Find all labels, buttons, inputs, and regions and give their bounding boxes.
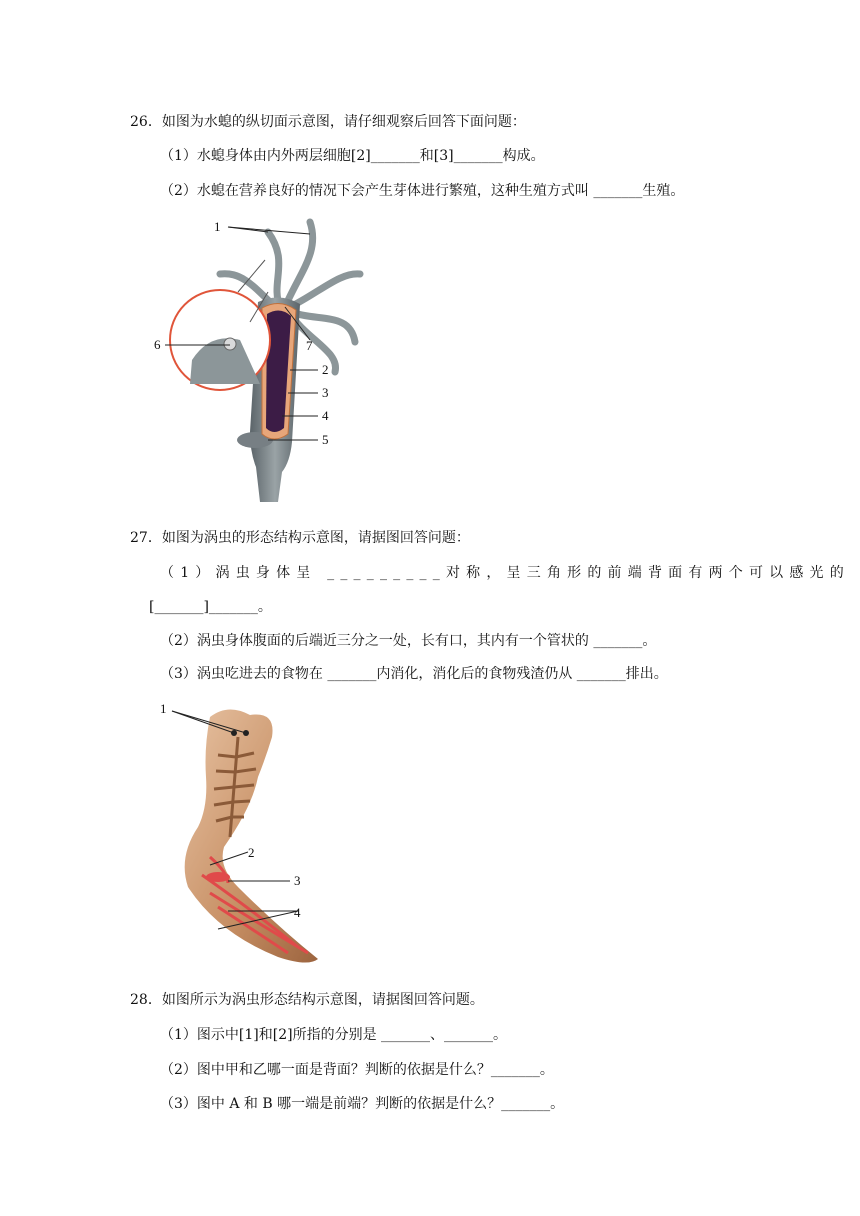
q27-part-2: （2）涡虫身体腹面的后端近三分之一处，长有口，其内有一个管状的 _______。: [160, 633, 657, 649]
planarian-label-4: 4: [294, 905, 301, 920]
q27-part-1a: （1）涡虫身体呈 _________对称，呈三角形的前端背面有两个可以感光的: [160, 565, 850, 581]
q26-part-2: （2）水螅在营养良好的情况下会产生芽体进行繁殖，这种生殖方式叫 _______生殖。: [160, 183, 685, 199]
planarian-label-3: 3: [294, 873, 301, 888]
hydra-label-3: 3: [322, 385, 329, 400]
hydra-label-6: 6: [154, 337, 161, 352]
planarian-diagram: [158, 697, 358, 977]
hydra-label-2: 2: [322, 362, 329, 377]
hydra-label-7: 7: [306, 338, 313, 353]
q26-part-1: （1）水螅身体由内外两层细胞[2]_______和[3]_______构成。: [160, 148, 545, 164]
hydra-diagram: [150, 212, 380, 507]
q28-title: 28．如图所示为涡虫形态结构示意图，请据图回答问题。: [130, 992, 484, 1008]
hydra-label-4: 4: [322, 408, 329, 423]
planarian-label-2: 2: [248, 845, 255, 860]
q28-part-2: （2）图中甲和乙哪一面是背面？判断的依据是什么？_______。: [160, 1062, 554, 1078]
planarian-label-1: 1: [160, 701, 167, 716]
q28-part-1: （1）图示中[1]和[2]所指的分别是 _______、_______。: [160, 1027, 508, 1043]
hydra-label-5: 5: [322, 432, 329, 447]
q27-title: 27．如图为涡虫的形态结构示意图，请据图回答问题：: [130, 530, 470, 546]
hydra-label-1: 1: [214, 219, 221, 234]
q28-part-3: （3）图中 A 和 B 哪一端是前端？判断的依据是什么？_______。: [160, 1096, 565, 1112]
q27-part-1b: [_______]_______。: [149, 599, 272, 615]
q27-part-3: （3）涡虫吃进去的食物在 _______内消化，消化后的食物残渣仍从 _______排出。: [160, 666, 668, 682]
q26-title: 26．如图为水螅的纵切面示意图，请仔细观察后回答下面问题：: [130, 114, 526, 130]
